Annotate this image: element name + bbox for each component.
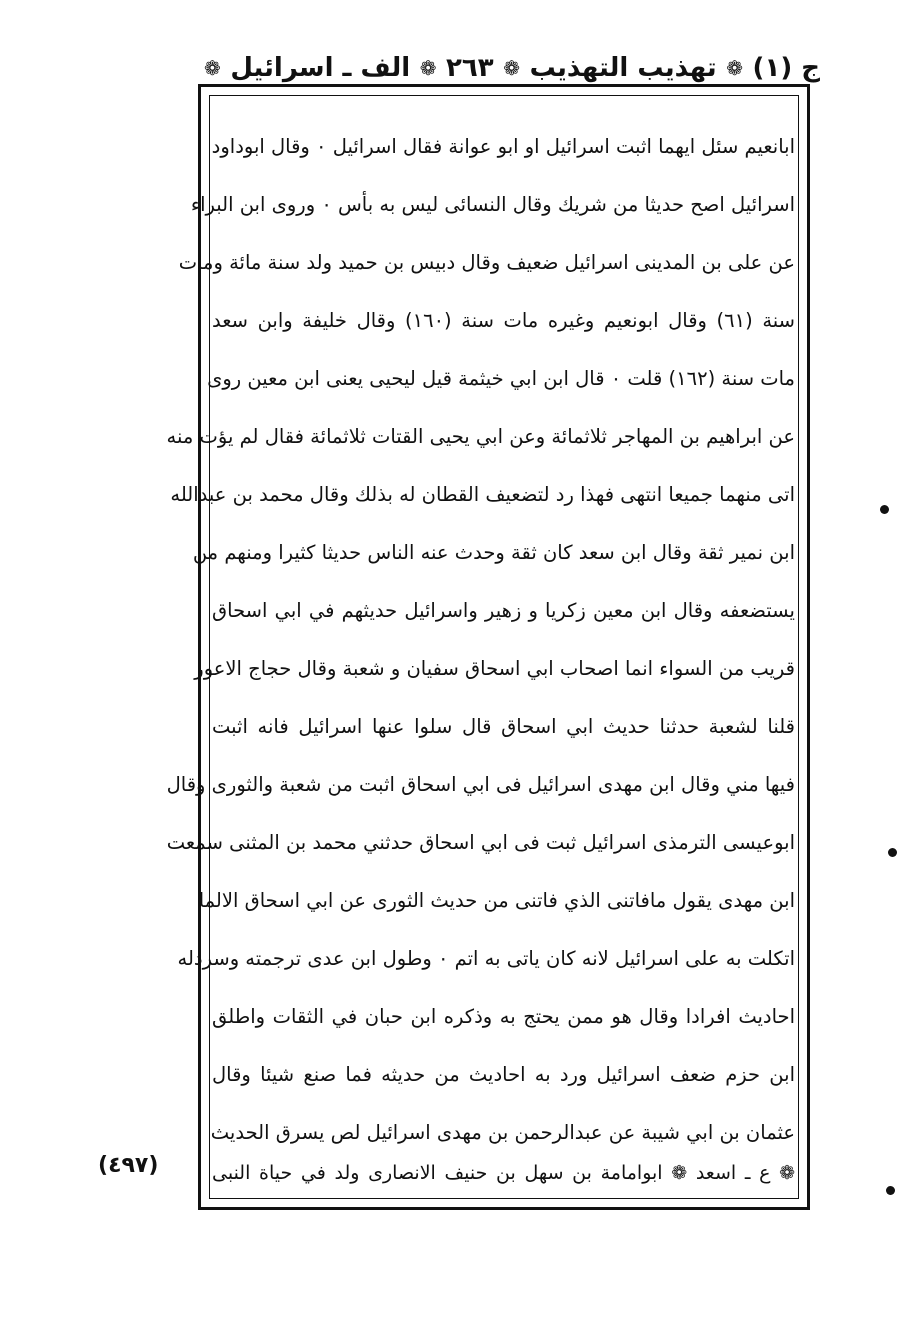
margin-dot-icon [886, 1186, 895, 1195]
text-line: ابن حزم ضعف اسرائيل ورد به احاديث من حديثه فما صنع شيئا وقال [212, 1063, 795, 1087]
header-ornament-icon: ❁ [726, 56, 743, 80]
text-line: عن على بن المدينى اسرائيل ضعيف وقال دبيس بن حميد ولد سنة مائة ومات [178, 251, 795, 275]
header-ornament-icon: ❁ [419, 56, 437, 80]
text-line: ابن نمير ثقة وقال ابن سعد كان ثقة وحدث عنه الناس حديثا كثيرا ومنهم من [192, 541, 795, 565]
margin-dot-icon [888, 848, 897, 857]
text-line: ابن مهدى يقول مافاتنى الذي فاتنى من حديث الثورى عن ابي اسحاق الالما [198, 889, 795, 913]
section-title: الف ـ اسرائيل [230, 53, 411, 83]
text-line: قلنا لشعبة حدثنا حديث ابي اسحاق قال سلوا عنها اسرائيل فانه اثبت [212, 715, 795, 739]
text-line: مات سنة (١٦٢) قلت ۰ قال ابن ابي خيثمة قيل ليحيى يعنى ابن معين روى [207, 367, 795, 391]
header-ornament-icon: ❁ [204, 56, 221, 80]
text-line: ابوعيسى الترمذى اسرائيل ثبت فى ابي اسحاق حدثني محمد بن المثنى سمعت [166, 831, 795, 855]
margin-page-number: (٤٩٧) [98, 1153, 159, 1178]
header-ornament-icon: ❁ [503, 56, 520, 80]
text-line: اسرائيل اصح حديثا من شريك وقال النسائى ليس به بأس ۰ وروى ابن البراء [190, 193, 795, 217]
book-title: تهذيب التهذيب [529, 53, 717, 83]
text-line: احاديث افرادا وقال هو ممن يحتج به وذكره ابن حبان في الثقات واطلق [212, 1005, 795, 1029]
text-line: ابانعيم سئل ايهما اثبت اسرائيل او ابو عوانة فقال اسرائيل ۰ وقال ابوداود [211, 135, 795, 159]
text-line: اتى منهما جميعا انتهى فهذا رد لتضعيف القطان له بذلك وقال محمد بن عبدالله [170, 483, 795, 507]
volume-label: ج (١) [752, 53, 820, 83]
text-line: قريب من السواء انما اصحاب ابي اسحاق سفيان و شعبة وقال حجاج الاعور [194, 657, 795, 681]
text-line: اتكلت به على اسرائيل لانه كان ياتى به اتم ۰ وطول ابن عدى ترجمته وسردله [177, 947, 795, 971]
margin-dot-icon [880, 505, 889, 514]
text-line: يستضعفه وقال ابن معين زكريا و زهير واسرائيل حديثهم في ابي اسحاق [212, 599, 795, 623]
text-line: سنة (٦١) وقال ابونعيم وغيره مات سنة (١٦٠) وقال خليفة وابن سعد [212, 309, 796, 333]
text-line: فيها مني وقال ابن مهدى اسرائيل فى ابي اسحاق اثبت من شعبة والثورى وقال [166, 773, 795, 797]
header-page-number: ٢٦٣ [446, 53, 494, 83]
text-line: عن ابراهيم بن المهاجر ثلاثمائة وعن ابي يحيى القتات ثلاثمائة فقال لم يؤت منه [166, 425, 795, 449]
next-entry-line: ❁ ع ـ اسعد ❁ ابوامامة بن سهل بن حنيف الانصارى ولد في حياة النبى [212, 1162, 795, 1184]
body-text [166, 118, 796, 1162]
text-line: عثمان بن ابي شيبة عن عبدالرحمن بن مهدى اسرائيل لص يسرق الحديث ۰ [194, 1121, 795, 1145]
